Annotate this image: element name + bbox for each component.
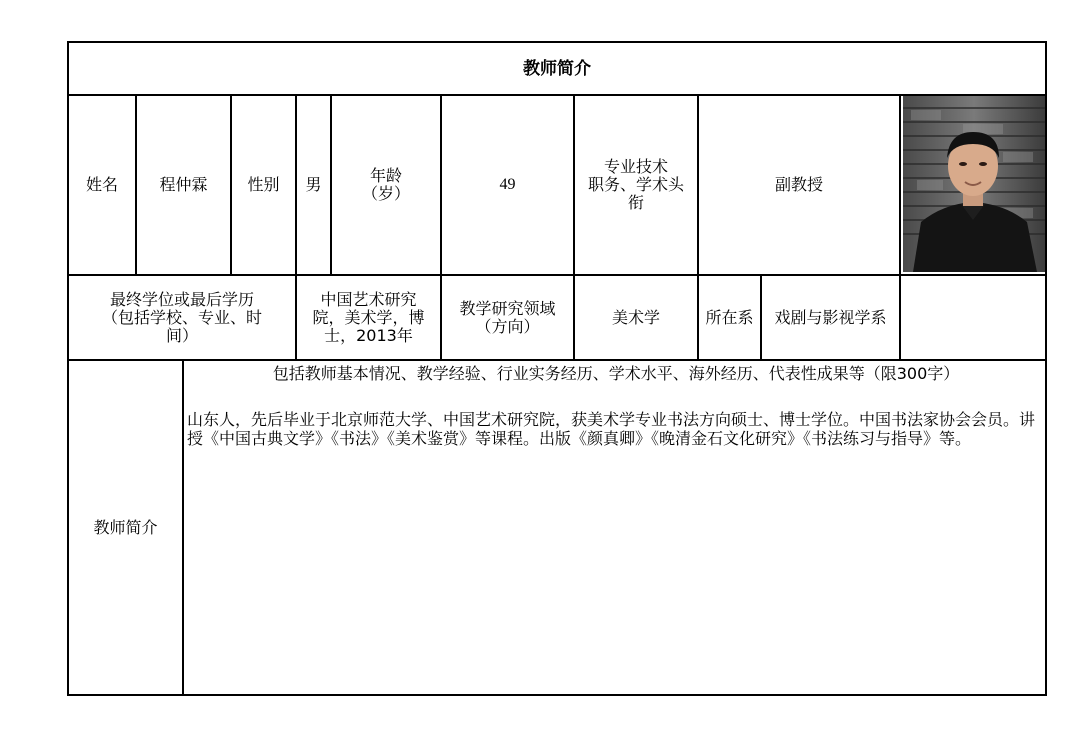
bio-label [69, 361, 182, 694]
gender-label-text: 性别 [247, 175, 280, 194]
field-label [442, 276, 573, 359]
col-divider [182, 359, 184, 694]
bio-label-text: 教师简介 [93, 517, 158, 537]
rank-value-text: 副教授 [774, 175, 823, 194]
dept-value [762, 276, 899, 359]
teacher-photo [903, 96, 1045, 272]
degree-label-text: 最终学位或最后学历 （包括学校、专业、时 间） [101, 289, 262, 345]
rank-value [699, 96, 899, 274]
name-label [69, 96, 135, 274]
portrait-image [903, 96, 1045, 272]
empty-cell [901, 276, 1045, 359]
bio-instruction: 包括教师基本情况、教学经验、行业实务经历、学术水平、海外经历、代表性成果等（限300字） [272, 364, 960, 383]
rank-label [575, 96, 697, 274]
bio-text: 山东人，先后毕业于北京师范大学、中国艺术研究院，获美术学专业书法方向硕士、博士学位。中国书法家协会会员。讲授《中国古典文学》《书法》《美术鉴赏》等课程。出版《颜真卿》《晚清金石文化研究》《书法练习与指导》等。 [187, 410, 1036, 448]
gender-value-text: 男 [305, 175, 322, 194]
degree-value-text: 中国艺术研究 院，美术学，博 士，2013年 [312, 289, 425, 345]
dept-value-text: 戏剧与影视学系 [774, 307, 887, 327]
age-label-text: 年龄 （岁） [361, 166, 410, 203]
age-label [332, 96, 440, 274]
teacher-profile-table [67, 41, 1047, 696]
degree-value [297, 276, 440, 359]
name-label-text: 姓名 [85, 175, 118, 194]
gender-value [297, 96, 330, 274]
row-divider [69, 359, 1045, 361]
field-value [575, 276, 697, 359]
dept-label [699, 276, 760, 359]
rank-label-text: 专业技术 职务、学术头 衔 [587, 157, 684, 212]
field-label-text: 教学研究领域 （方向） [459, 298, 556, 336]
degree-label [69, 276, 295, 359]
field-value-text: 美术学 [611, 307, 660, 327]
page-title: 教师简介 [523, 58, 591, 79]
age-value-text: 49 [499, 176, 516, 193]
name-value [137, 96, 230, 274]
age-value [442, 96, 573, 274]
name-value-text: 程仲霖 [159, 175, 208, 194]
gender-label [232, 96, 295, 274]
dept-label-text: 所在系 [705, 307, 754, 327]
